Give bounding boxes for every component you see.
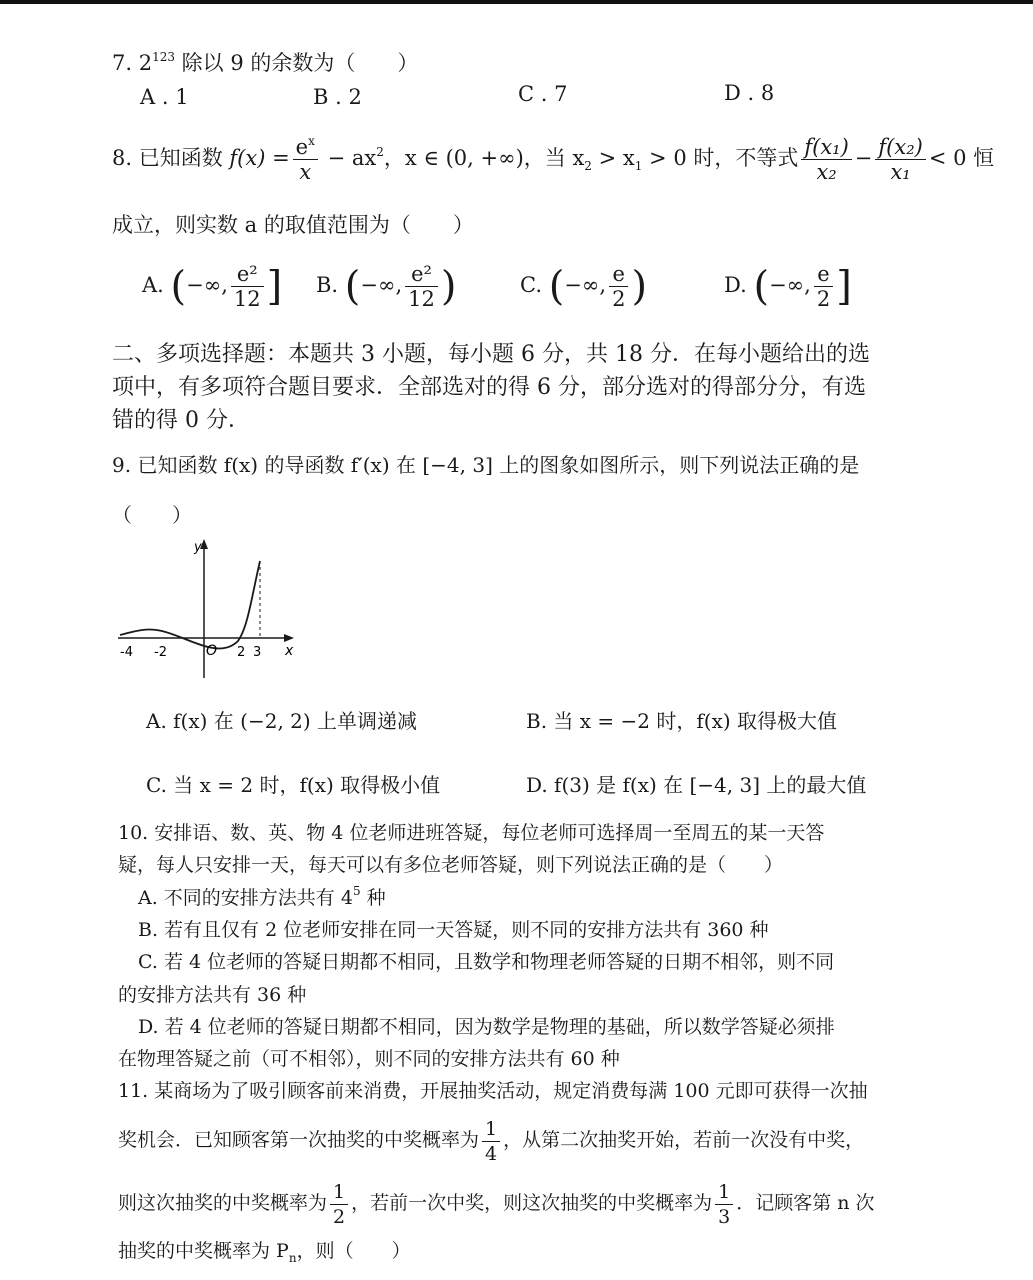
origin-label: O	[206, 643, 218, 659]
q8-option-b: B. (−∞, $\frac{\text{e²}}{12}$ )	[316, 262, 457, 311]
q7-option-d: D . 8	[724, 81, 775, 105]
q10-line2: 疑，每人只安排一天，每天可以有多位老师答疑，则下列说法正确的是（ ）	[118, 854, 784, 876]
x-axis-label: x	[285, 643, 294, 659]
q9-option-b: B. 当 x = −2 时，f(x) 取得极大值	[526, 709, 838, 733]
q9-stem: 9. 已知函数 f(x) 的导函数 f′(x) 在 [−4, 3] 上的图象如图所示，则下列说法正确的是	[112, 453, 860, 477]
q9-derivative-graph	[112, 535, 302, 685]
tick-label-3: 3	[253, 645, 262, 660]
y-axis-label: y	[194, 540, 202, 555]
q7-stem: 7. $2^{123}$ 除以 9 的余数为（ ）	[112, 50, 419, 75]
tick-label-neg4: -4	[120, 645, 133, 660]
q7-option-c: C . 7	[518, 82, 568, 106]
derivative-curve	[120, 561, 260, 649]
tick-label-2: 2	[237, 645, 246, 660]
q8-option-c: C. (−∞, $\frac{e}{2}$ )	[520, 262, 648, 311]
q7-option-b: B . 2	[313, 85, 362, 109]
q9-option-d: D. f(3) 是 f(x) 在 [−4, 3] 上的最大值	[526, 773, 867, 797]
q11-line4: 抽奖的中奖概率为 $P_n$，则（ ）	[118, 1240, 411, 1265]
q8-frac-1: $\frac{\text{f(x₁)}}{\text{x₂}}$	[801, 135, 851, 184]
q7-option-a: A . 1	[140, 85, 189, 109]
q10-line1: 10. 安排语、数、英、物 4 位老师进班答疑，每位老师可选择周一至周五的某一天答	[118, 822, 825, 844]
q10-option-d-line1: D. 若 4 位老师的答疑日期都不相同，因为数学是物理的基础，所以数学答疑必须排	[138, 1016, 835, 1038]
q8-frac-ex-over-x: $\frac{e^x}{x}$	[293, 135, 318, 184]
q11-line2: 奖机会．已知顾客第一次抽奖的中奖概率为 $\frac{1}{4}$ ，从第二次抽奖开始，若前一次没有中奖，	[118, 1117, 865, 1165]
q11-line1: 11. 某商场为了吸引顾客前来消费，开展抽奖活动，规定消费每满 100 元即可获得一次抽	[118, 1080, 868, 1102]
q8-stem-line2: 成立，则实数 a 的取值范围为（ ）	[112, 213, 474, 237]
q11-line3: 则这次抽奖的中奖概率为 $\frac{1}{2}$ ，若前一次中奖，则这次抽奖的中奖概率为 $\frac{1}{3}$ ．记顾客第 n 次	[118, 1180, 875, 1228]
q10-option-b: B. 若有且仅有 2 位老师安排在同一天答疑，则不同的安排方法共有 360 种	[138, 919, 769, 941]
x-axis-arrow	[284, 634, 294, 642]
q9-option-a: A. f(x) 在 (−2, 2) 上单调递减	[146, 709, 418, 733]
q8-stem: 8. 已知函数 f(x) = $\frac{e^x}{x}$ − $ax^2$，x ∈ (0, +∞)，当 $x_2 > x_1 > 0$ 时，不等式 $\frac{\text{f(x₁)}}{\text{x₂}}$ − $\frac{\text{f(x₂)}}{\text{x₁}}$ < 0 恒	[112, 134, 995, 184]
q9-paren: （ ）	[112, 503, 192, 527]
q8-frac-2: $\frac{\text{f(x₂)}}{\text{x₁}}$	[875, 135, 925, 184]
q10-option-a: A. 不同的安排方法共有 $4^5$ 种	[138, 884, 386, 909]
q8-option-d: D. (−∞, $\frac{e}{2}$ ]	[724, 262, 852, 311]
q10-option-c-line1: C. 若 4 位老师的答疑日期都不相同，且数学和物理老师答疑的日期不相邻，则不同	[138, 951, 835, 973]
q8-option-a: A. (−∞, $\frac{\text{e²}}{12}$ ]	[142, 262, 283, 311]
q10-option-c-line2: 的安排方法共有 36 种	[118, 984, 307, 1006]
section2-line2: 项中，有多项符合题目要求．全部选对的得 6 分，部分选对的得部分分，有选	[112, 375, 866, 400]
section2-line3: 错的得 0 分．	[112, 408, 250, 433]
top-border	[0, 0, 1033, 4]
section2-line1: 二、多项选择题：本题共 3 小题，每小题 6 分，共 18 分．在每小题给出的选	[112, 342, 870, 367]
q9-option-c: C. 当 x = 2 时，f(x) 取得极小值	[146, 773, 441, 797]
q10-option-d-line2: 在物理答疑之前（可不相邻），则不同的安排方法共有 60 种	[118, 1048, 620, 1070]
tick-label-neg2: -2	[154, 645, 167, 660]
